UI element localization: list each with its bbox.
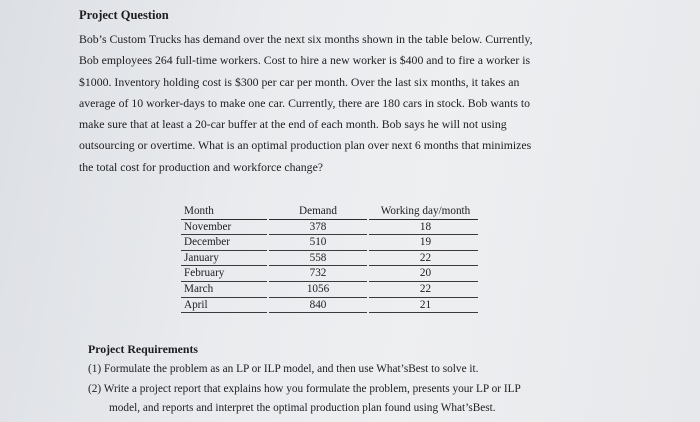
cell-working-days: 21 — [369, 297, 478, 313]
cell-demand: 1056 — [269, 281, 367, 297]
header-month: Month — [181, 204, 267, 219]
paragraph-line: the total cost for production and workforce change? — [79, 159, 324, 174]
requirement-item-2-continued: model, and reports and interpret the optimal production plan found using What’sBest. — [109, 402, 496, 414]
cell-month: April — [181, 297, 267, 313]
cell-working-days: 20 — [369, 266, 478, 282]
paragraph-line: outsourcing or overtime. What is an optimal production plan over next 6 months that minimizes — [79, 138, 532, 153]
paragraph-line: Bob’s Custom Trucks has demand over the next six months shown in the table below. Currently, — [79, 32, 533, 46]
header-demand: Demand — [269, 204, 367, 219]
cell-demand: 732 — [269, 266, 367, 282]
cell-month: March — [181, 281, 267, 297]
requirements-list — [88, 360, 568, 419]
table-row — [181, 281, 478, 297]
requirement-item-1: (1) Formulate the problem as an LP or ILP model, and then use What’sBest to solve it. — [88, 363, 479, 375]
table-header-row — [181, 204, 478, 219]
cell-working-days: 22 — [369, 250, 478, 266]
cell-demand: 510 — [269, 235, 367, 251]
cell-working-days: 22 — [369, 281, 478, 297]
table-row — [181, 235, 478, 251]
project-question-title: Project Question — [79, 8, 169, 22]
paragraph-line: $1000. Inventory holding cost is $300 per car per month. Over the last six months, it takes an — [79, 74, 520, 89]
cell-demand: 378 — [269, 219, 367, 235]
paragraph-line: Bob employees 264 full-time workers. Cost to hire a new worker is $400 and to fire a worker is — [79, 53, 531, 68]
cell-working-days: 18 — [369, 219, 478, 235]
cell-demand: 558 — [269, 250, 367, 266]
cell-demand: 840 — [269, 297, 367, 313]
project-question-paragraph — [79, 29, 584, 178]
cell-month: November — [181, 219, 267, 235]
table-row — [181, 266, 478, 282]
cell-month: December — [181, 235, 267, 251]
paragraph-line: make sure that at least a 20-car buffer at the end of each month. Bob says he will not using — [79, 117, 507, 132]
table-row — [181, 297, 478, 313]
project-requirements-title: Project Requirements — [88, 342, 198, 356]
demand-table — [181, 204, 478, 313]
cell-working-days: 19 — [369, 235, 478, 251]
cell-month: February — [181, 266, 267, 282]
paragraph-line: average of 10 worker-days to make one car. Currently, there are 180 cars in stock. Bob wants to — [79, 95, 531, 110]
header-working-days: Working day/month — [369, 204, 478, 219]
requirement-item-2: (2) Write a project report that explains how you formulate the problem, presents your LP or ILP — [88, 382, 521, 395]
cell-month: January — [181, 250, 267, 266]
table-row — [181, 250, 478, 266]
table-row — [181, 219, 478, 235]
